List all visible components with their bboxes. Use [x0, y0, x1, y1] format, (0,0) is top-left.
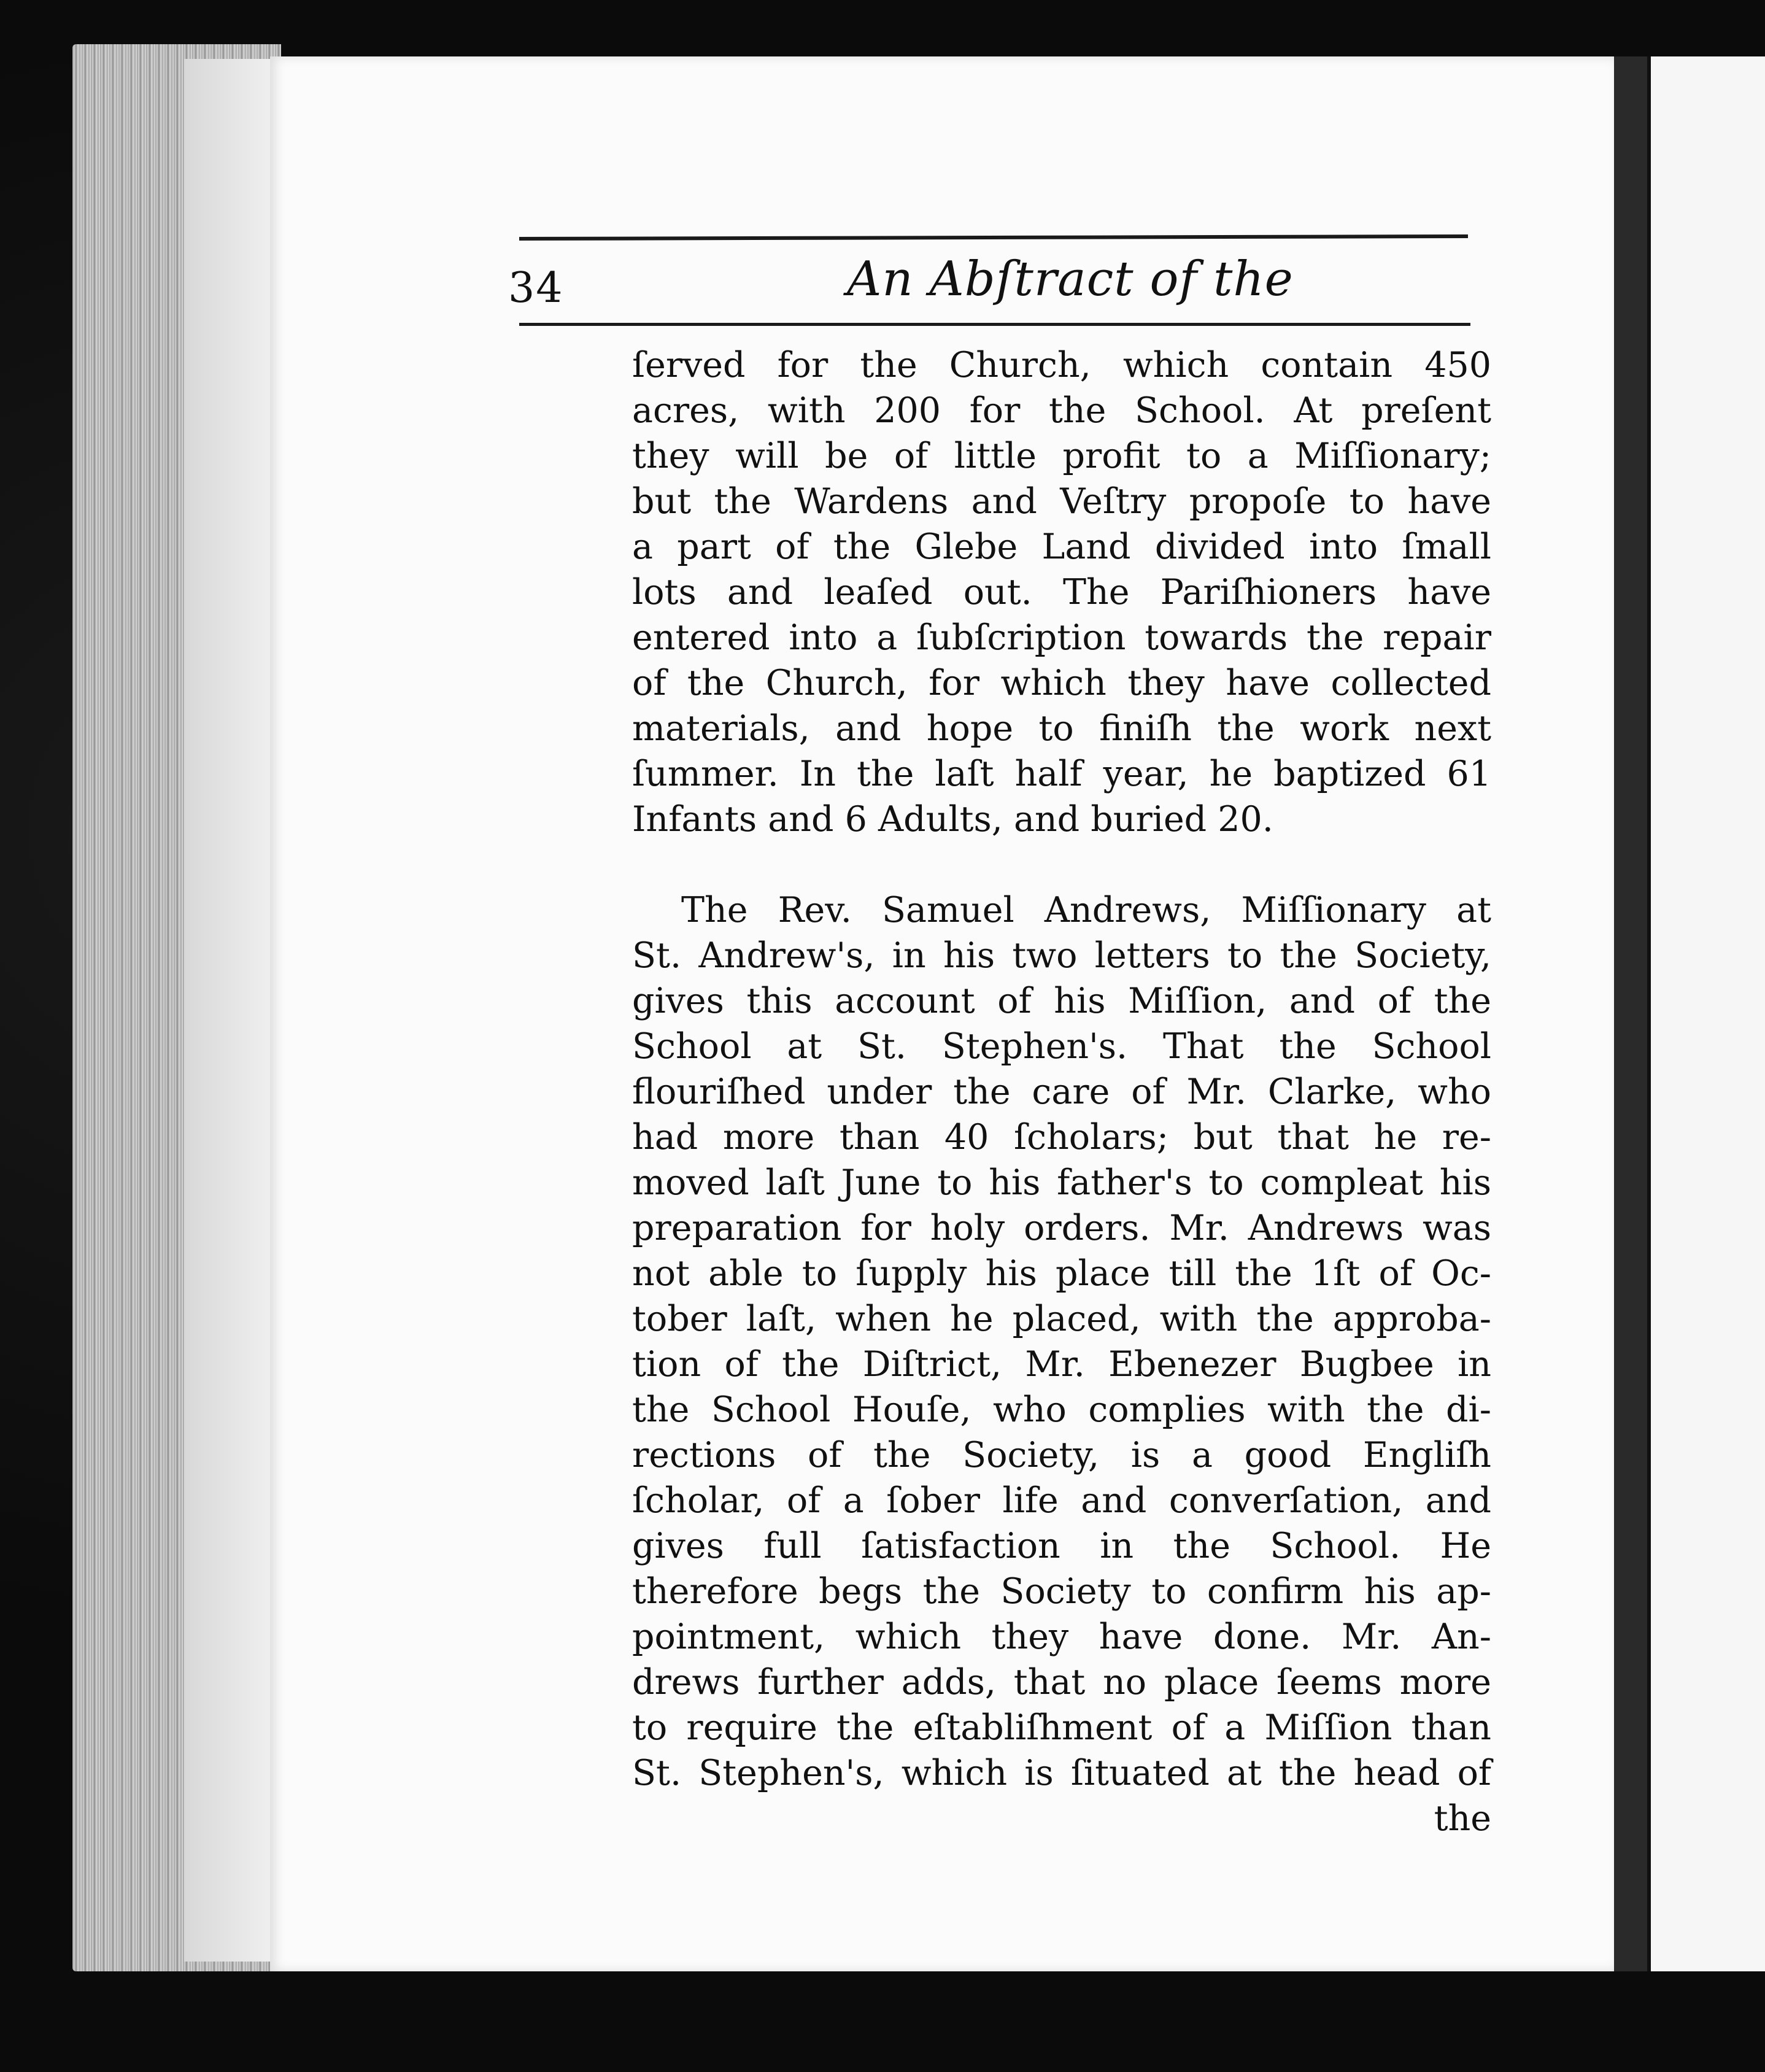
text-line: therefore begs the Society to confirm his ap-	[632, 1571, 1491, 1612]
paragraph-2	[632, 887, 1491, 1841]
book-gutter	[1614, 56, 1647, 1971]
header-rule-bottom	[519, 323, 1470, 326]
page-number: 34	[508, 264, 564, 312]
text-line: St. Andrew's, in his two letters to the Society,	[632, 935, 1491, 976]
text-line: School at St. Stephen's. That the School	[632, 1026, 1491, 1067]
text-line: gives full ſatisfaction in the School. He	[632, 1526, 1491, 1566]
text-line: they will be of little profit to a Miſſionary;	[632, 436, 1491, 476]
text-line: gives this account of his Miſſion, and of the	[632, 981, 1491, 1021]
text-line: but the Wardens and Veſtry propoſe to have	[632, 481, 1491, 522]
text-line: pointment, which they have done. Mr. An-	[632, 1617, 1491, 1657]
text-line: of the Church, for which they have collected	[632, 663, 1491, 703]
running-head: An Abſtract of the	[847, 252, 1294, 307]
text-line: acres, with 200 for the School. At preſent	[632, 390, 1491, 431]
text-line: lots and leaſed out. The Pariſhioners have	[632, 572, 1491, 613]
text-line: not able to ſupply his place till the 1ſt of Oc-	[632, 1253, 1491, 1294]
text-line: to require the eſtabliſhment of a Miſſion than	[632, 1707, 1491, 1748]
text-line: tion of the Diſtrict, Mr. Ebenezer Bugbee in	[632, 1344, 1491, 1385]
text-line: ſummer. In the laſt half year, he baptized 61	[632, 754, 1491, 794]
text-line: materials, and hope to finiſh the work next	[632, 708, 1491, 749]
page-stack-inner	[184, 59, 282, 1962]
text-line: the School Houſe, who complies with the di-	[632, 1390, 1491, 1430]
text-line: preparation for holy orders. Mr. Andrews was	[632, 1208, 1491, 1248]
text-line: moved laſt June to his father's to compleat his	[632, 1162, 1491, 1203]
text-line: drews further adds, that no place ſeems more	[632, 1662, 1491, 1703]
facing-page	[1647, 56, 1765, 1971]
text-line: had more than 40 ſcholars; but that he re-	[632, 1117, 1491, 1158]
text-line: Infants and 6 Adults, and buried 20.	[632, 799, 1273, 840]
text-line: The Rev. Samuel Andrews, Miſſionary at	[681, 890, 1491, 930]
text-line: entered into a ſubſcription towards the repair	[632, 617, 1491, 658]
text-line: St. Stephen's, which is ſituated at the head of	[632, 1753, 1491, 1793]
text-line: ſcholar, of a ſober life and converſation, and	[632, 1480, 1491, 1521]
text-line: rections of the Society, is a good Engliſh	[632, 1435, 1491, 1475]
text-line: tober laſt, when he placed, with the approba-	[632, 1299, 1491, 1339]
text-line: ſerved for the Church, which contain 450	[632, 345, 1491, 385]
text-line: a part of the Glebe Land divided into ſmall	[632, 527, 1491, 567]
catchword: the	[1434, 1798, 1491, 1839]
paragraph-1	[632, 342, 1491, 842]
text-line: flouriſhed under the care of Mr. Clarke, who	[632, 1072, 1491, 1112]
